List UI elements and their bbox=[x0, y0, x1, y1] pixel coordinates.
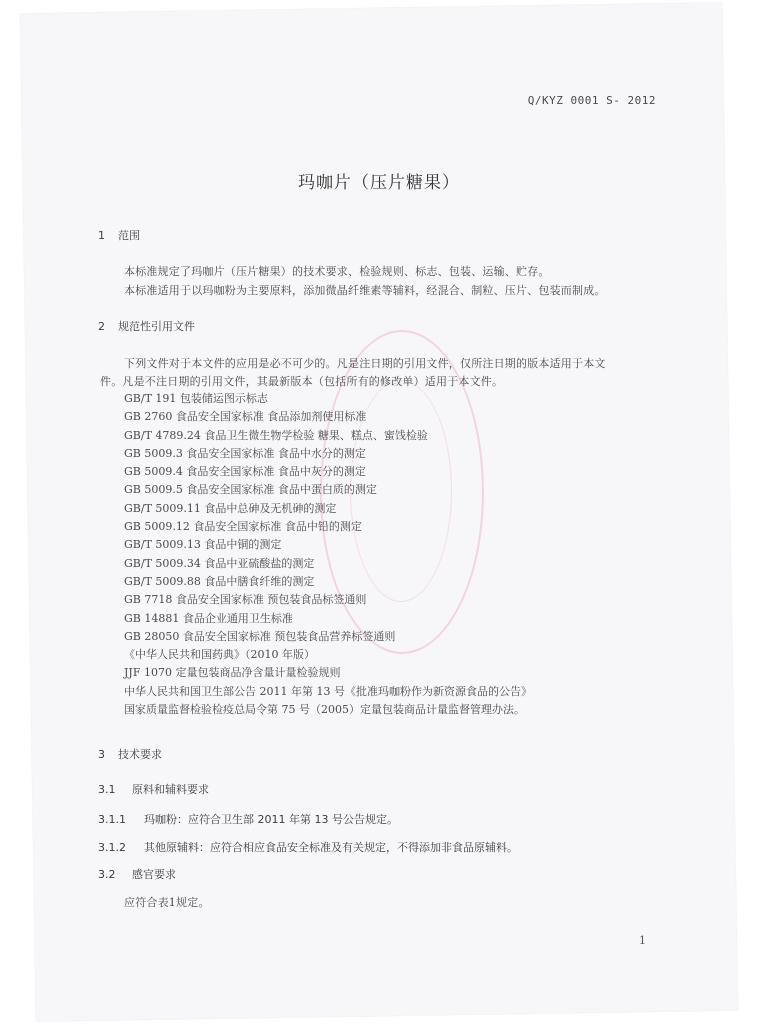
reference-item: GB 28050 食品安全国家标准 预包装食品营养标签通则 bbox=[124, 629, 396, 643]
reference-item: GB 7718 食品安全国家标准 预包装食品标签通则 bbox=[124, 593, 367, 607]
section-3-1-1-clause bbox=[98, 811, 398, 827]
section-number: 2 bbox=[98, 320, 105, 333]
reference-item: 《中华人民共和国药典》（2010 年版） bbox=[124, 648, 315, 662]
reference-item: GB 2760 食品安全国家标准 食品添加剂使用标准 bbox=[124, 410, 367, 424]
normative-references-list bbox=[124, 390, 532, 719]
section-title: 规范性引用文件 bbox=[118, 320, 195, 333]
section-1-paragraph-2: 本标准适用于以玛咖粉为主要原料，添加微晶纤维素等辅料，经混合、制粒、压片、包装而制成。 bbox=[124, 284, 606, 297]
reference-item: GB 5009.4 食品安全国家标准 食品中灰分的测定 bbox=[124, 465, 366, 479]
document-title: 玛咖片（压片糖果） bbox=[298, 173, 460, 193]
section-title: 原料和辅料要求 bbox=[132, 783, 209, 796]
reference-item: 中华人民共和国卫生部公告 2011 年第 13 号《批准玛咖粉作为新资源食品的公告》 bbox=[124, 684, 532, 698]
reference-item: 国家质量监督检验检疫总局令第 75 号（2005）定量包装商品计量监督管理办法。 bbox=[124, 703, 525, 717]
reference-item: GB/T 4789.24 食品卫生微生物学检验 糖果、糕点、蜜饯检验 bbox=[124, 428, 428, 442]
page-number: 1 bbox=[639, 934, 646, 947]
section-3-1-heading bbox=[98, 781, 209, 797]
reference-item: GB 5009.3 食品安全国家标准 食品中水分的测定 bbox=[124, 446, 366, 460]
section-1-heading bbox=[98, 227, 140, 243]
reference-item: GB 14881 食品企业通用卫生标准 bbox=[124, 611, 293, 625]
reference-item: GB/T 191 包装储运图示标志 bbox=[124, 392, 268, 405]
section-number: 1 bbox=[98, 229, 105, 242]
reference-item: JJF 1070 定量包装商品净含量计量检验规则 bbox=[124, 666, 341, 680]
section-3-2-text: 应符合表1规定。 bbox=[124, 896, 210, 909]
section-3-heading bbox=[98, 746, 162, 762]
section-number: 3.1 bbox=[98, 783, 116, 796]
section-3-2-heading bbox=[98, 866, 176, 882]
section-2-intro-line-2: 件。凡是不注日期的引用文件，其最新版本（包括所有的修改单）适用于本文件。 bbox=[100, 375, 504, 388]
section-2-intro-line-1: 下列文件对于本文件的应用是必不可少的。凡是注日期的引用文件，仅所注日期的版本适用于本文 bbox=[124, 357, 606, 370]
clause-text: 玛咖粉：应符合卫生部 2011 年第 13 号公告规定。 bbox=[144, 813, 398, 826]
section-title: 感官要求 bbox=[132, 868, 176, 881]
section-number: 3.1.2 bbox=[98, 841, 126, 854]
reference-item: GB 5009.12 食品安全国家标准 食品中铅的测定 bbox=[124, 520, 362, 534]
standard-code: Q/KYZ 0001 S- 2012 bbox=[527, 94, 656, 107]
reference-item: GB 5009.5 食品安全国家标准 食品中蛋白质的测定 bbox=[124, 483, 377, 497]
reference-item: GB/T 5009.88 食品中膳食纤维的测定 bbox=[124, 574, 315, 588]
clause-text: 其他原辅料：应符合相应食品安全标准及有关规定，不得添加非食品原辅料。 bbox=[144, 841, 518, 854]
reference-item: GB/T 5009.11 食品中总砷及无机砷的测定 bbox=[124, 501, 337, 515]
section-number: 3 bbox=[98, 748, 105, 761]
reference-item: GB/T 5009.34 食品中亚硫酸盐的测定 bbox=[124, 556, 315, 570]
section-2-heading bbox=[98, 318, 195, 334]
section-title: 范围 bbox=[118, 229, 140, 242]
reference-item: GB/T 5009.13 食品中铜的测定 bbox=[124, 538, 282, 552]
section-1-paragraph-1: 本标准规定了玛咖片（压片糖果）的技术要求、检验规则、标志、包装、运输、贮存。 bbox=[124, 265, 550, 278]
section-title: 技术要求 bbox=[118, 748, 162, 761]
section-number: 3.2 bbox=[98, 868, 116, 881]
section-3-1-2-clause bbox=[98, 839, 518, 855]
section-number: 3.1.1 bbox=[98, 813, 126, 826]
